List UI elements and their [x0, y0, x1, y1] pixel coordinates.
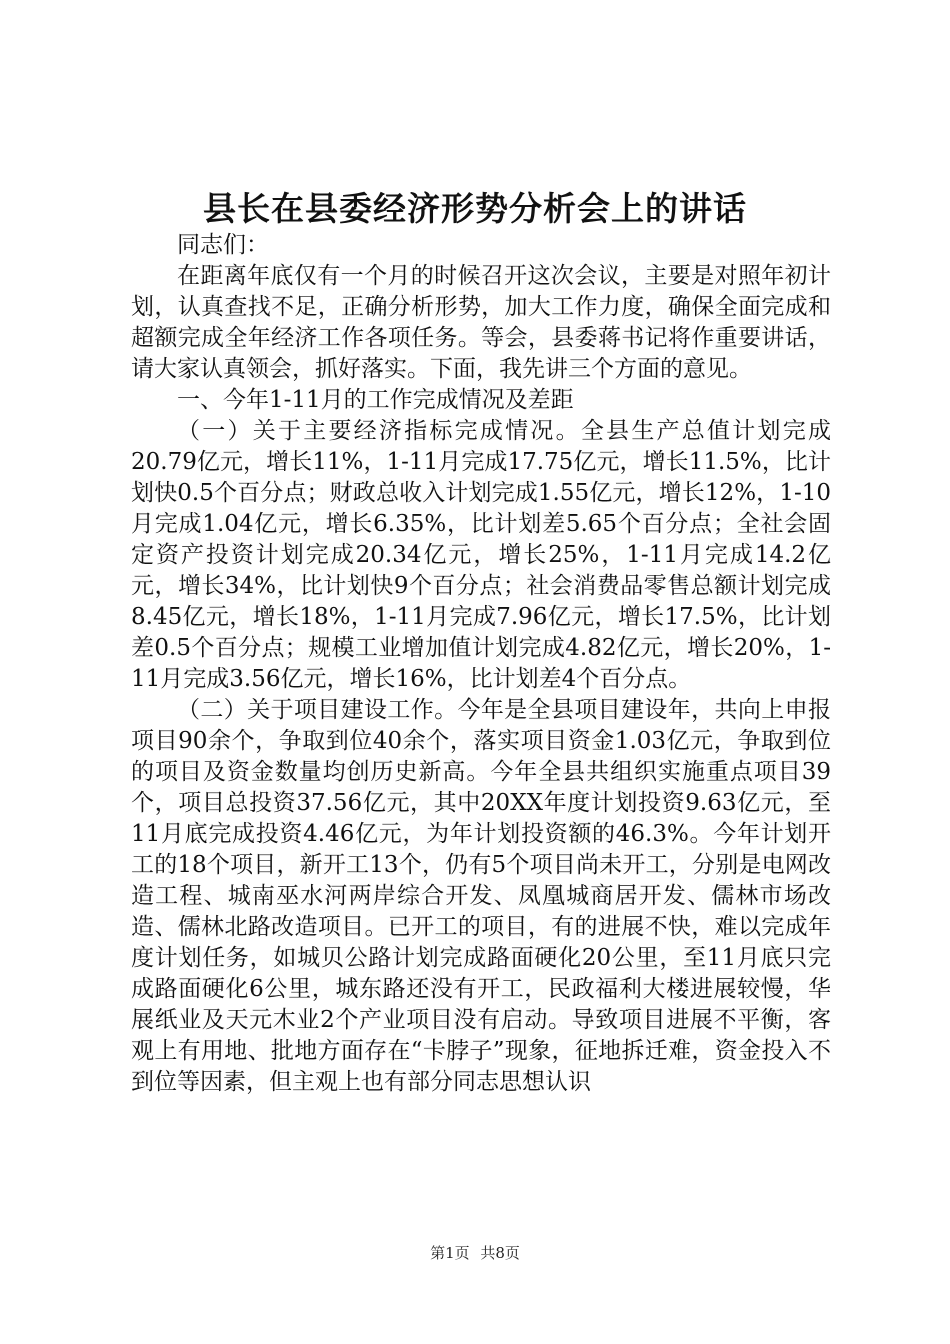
section-heading-1: 一、今年1-11月的工作完成情况及差距: [177, 387, 574, 413]
paragraph-economic-indicators: （一）关于主要经济指标完成情况。全县生产总值计划完成20.79亿元，增长11%，1-11月完成17.75亿元，增长11.5%，比计划快0.5个百分点；财政总收入计划完成1.55亿元，增长12%，1-10月完成1.04亿元，增长6.35%，比计划差5.65个百分点；全社会固定资产投资计划完成20.34亿元，增长25%，1-11月完成14.2亿元，增长34%，比计划快9个百分点；社会消费品零售总额计划完成8.45亿元，增长18%，1-11月完成7.96亿元，增长17.5%，比计划差0.5个百分点；规模工业增加值计划完成4.82亿元，增长20%，1-11月完成3.56亿元，增长16%，比计划差4个百分点。: [131, 418, 831, 692]
paragraph-intro: 在距离年底仅有一个月的时候召开这次会议，主要是对照年初计划，认真查找不足，正确分析形势，加大工作力度，确保全面完成和超额完成全年经济工作各项任务。等会，县委蒋书记将作重要讲话，请大家认真领会，抓好落实。下面，我先讲三个方面的意见。: [131, 263, 831, 382]
paragraph-project-construction: （二）关于项目建设工作。今年是全县项目建设年，共向上申报项目90余个，争取到位40余个，落实项目资金1.03亿元，争取到位的项目及资金数量均创历史新高。今年全县共组织实施重点项目39个，项目总投资37.56亿元，其中20XX年度计划投资9.63亿元，至11月底完成投资4.46亿元，为年计划投资额的46.3%。今年计划开工的18个项目，新开工13个，仍有5个项目尚未开工，分别是电网改造工程、城南巫水河两岸综合开发、凤凰城商居开发、儒林市场改造、儒林北路改造项目。已开工的项目，有的进展不快，难以完成年度计划任务，如城贝公路计划完成路面硬化20公里，至11月底只完成路面硬化6公里，城东路还没有开工，民政福利大楼进展较慢，华展纸业及天元木业2个产业项目没有启动。导致项目进展不平衡，客观上有用地、批地方面存在“卡脖子”现象，征地拆迁难，资金投入不到位等因素，但主观上也有部分同志思想认识: [131, 697, 831, 1095]
document-body: [131, 230, 831, 1098]
page-number: 第1页: [430, 1244, 470, 1262]
greeting: 同志们：: [177, 232, 269, 258]
page-footer: [0, 1243, 950, 1263]
document-title: 县长在县委经济形势分析会上的讲话: [203, 189, 747, 228]
page-total: 共8页: [480, 1244, 520, 1262]
